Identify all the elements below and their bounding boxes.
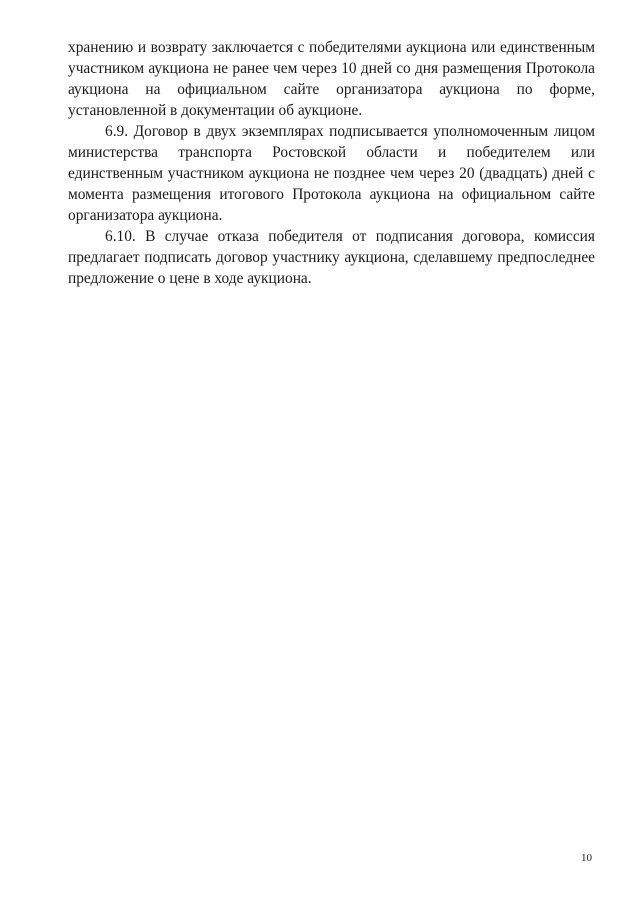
paragraph-6-10: 6.10. В случае отказа победителя от подписания договора, комиссия предлагает подписать договор участнику аукциона, сделавшему предпоследнее предложение о цене в ходе аукциона. [68,228,595,287]
paragraph-continuation: хранению и возврату заключается с победителями аукциона или единственным участником аукциона не ранее чем через 10 дней со дня размещения Протокола аукциона на официальном сайте организатора аукциона по форме, установленной в документации об аукционе. [68,39,595,119]
page-number: 10 [581,852,592,864]
paragraph-6-9: 6.9. Договор в двух экземплярах подписывается уполномоченным лицом министерства транспорта Ростовской области и победителем или единственным участником аукциона не позднее чем через 20 (двадцать) дней с момента размещения итогового Протокола аукциона на официальном сайте организатора аукциона. [68,123,595,224]
document-body [68,37,595,289]
